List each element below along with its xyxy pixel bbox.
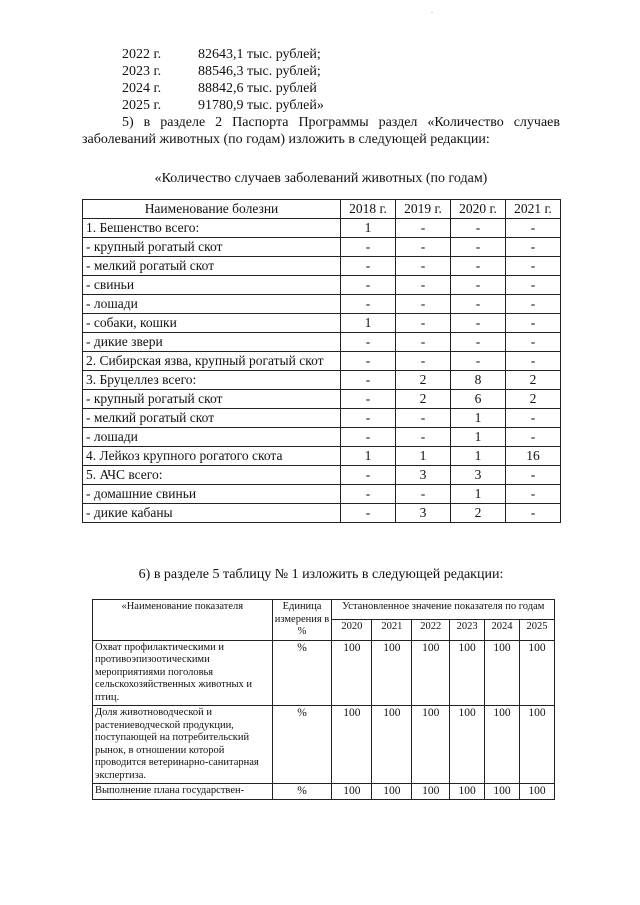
disease-name-cell: - мелкий рогатый скот xyxy=(83,409,341,428)
case-count-cell: - xyxy=(506,257,561,276)
header-disease-name: Наименование болезни xyxy=(83,200,341,219)
table-row xyxy=(93,706,555,784)
case-count-cell: - xyxy=(341,276,396,295)
financing-year: 2022 г. xyxy=(122,47,162,62)
case-count-cell: 16 xyxy=(506,447,561,466)
financing-row xyxy=(122,80,324,97)
case-count-cell: - xyxy=(341,333,396,352)
value-cell: 100 xyxy=(485,640,520,706)
case-count-cell: - xyxy=(341,504,396,523)
case-count-cell: 2 xyxy=(396,371,451,390)
value-cell: 100 xyxy=(412,640,450,706)
indicator-name-cell: Охват профилактическими и противоэпизоотическими мероприятиями поголовья сельскохозяйственных животных и птиц. xyxy=(93,640,273,706)
disease-name-cell: 2. Сибирская язва, крупный рогатый скот xyxy=(83,352,341,371)
case-count-cell: - xyxy=(341,390,396,409)
case-count-cell: - xyxy=(396,314,451,333)
header-year: 2022 xyxy=(412,620,450,640)
case-count-cell: 1 xyxy=(451,447,506,466)
header-values: Установленное значение показателя по годам xyxy=(332,600,555,620)
case-count-cell: - xyxy=(451,238,506,257)
table-row xyxy=(83,238,561,257)
case-count-cell: 1 xyxy=(396,447,451,466)
case-count-cell: - xyxy=(341,428,396,447)
disease-name-cell: 3. Бруцеллез всего: xyxy=(83,371,341,390)
case-count-cell: - xyxy=(396,485,451,504)
header-year: 2025 xyxy=(520,620,555,640)
case-count-cell: - xyxy=(506,333,561,352)
case-count-cell: - xyxy=(506,295,561,314)
financing-amount: 88842,6 тыс. рублей xyxy=(198,81,317,96)
table-row xyxy=(83,428,561,447)
case-count-cell: - xyxy=(396,257,451,276)
table-row xyxy=(83,466,561,485)
unit-cell: % xyxy=(272,640,332,706)
financing-row xyxy=(122,63,324,80)
case-count-cell: - xyxy=(341,257,396,276)
header-indicator-name: «Наименование показателя xyxy=(93,600,273,641)
disease-name-cell: - крупный рогатый скот xyxy=(83,390,341,409)
case-count-cell: 6 xyxy=(451,390,506,409)
table-row xyxy=(83,333,561,352)
value-cell: 100 xyxy=(412,706,450,784)
case-count-cell: - xyxy=(341,485,396,504)
header-year: 2019 г. xyxy=(396,200,451,219)
disease-name-cell: - свиньи xyxy=(83,276,341,295)
case-count-cell: - xyxy=(506,466,561,485)
financing-row xyxy=(122,97,324,114)
header-year: 2020 xyxy=(332,620,372,640)
value-cell: 100 xyxy=(485,706,520,784)
disease-name-cell: 4. Лейкоз крупного рогатого скота xyxy=(83,447,341,466)
financing-row xyxy=(122,46,324,63)
value-cell: 100 xyxy=(332,640,372,706)
case-count-cell: - xyxy=(451,314,506,333)
case-count-cell: - xyxy=(341,409,396,428)
case-count-cell: - xyxy=(396,295,451,314)
case-count-cell: - xyxy=(341,238,396,257)
case-count-cell: - xyxy=(396,352,451,371)
header-year: 2021 xyxy=(372,620,412,640)
case-count-cell: 2 xyxy=(451,504,506,523)
case-count-cell: - xyxy=(451,276,506,295)
paragraph-6: 6) в разделе 5 таблицу № 1 изложить в следующей редакции: xyxy=(138,567,504,582)
table-row xyxy=(83,314,561,333)
table-row xyxy=(83,295,561,314)
table-row xyxy=(83,409,561,428)
value-cell: 100 xyxy=(332,784,372,800)
header-unit: Единица измерения в % xyxy=(272,600,332,641)
header-year: 2018 г. xyxy=(341,200,396,219)
case-count-cell: - xyxy=(341,371,396,390)
financing-year: 2023 г. xyxy=(122,64,162,79)
financing-list xyxy=(122,46,324,114)
case-count-cell: - xyxy=(506,219,561,238)
case-count-cell: - xyxy=(506,409,561,428)
case-count-cell: - xyxy=(506,485,561,504)
case-count-cell: 2 xyxy=(506,371,561,390)
disease-name-cell: - дикие звери xyxy=(83,333,341,352)
case-count-cell: - xyxy=(506,238,561,257)
value-cell: 100 xyxy=(520,784,555,800)
case-count-cell: - xyxy=(341,466,396,485)
case-count-cell: - xyxy=(451,257,506,276)
indicators-table xyxy=(92,599,555,800)
value-cell: 100 xyxy=(372,784,412,800)
unit-cell: % xyxy=(272,706,332,784)
financing-amount: 91780,9 тыс. рублей» xyxy=(198,98,324,113)
value-cell: 100 xyxy=(450,784,485,800)
case-count-cell: - xyxy=(396,276,451,295)
case-count-cell: - xyxy=(506,352,561,371)
case-count-cell: - xyxy=(396,428,451,447)
case-count-cell: - xyxy=(341,352,396,371)
table1-title: «Количество случаев заболеваний животных (по годам) xyxy=(154,171,488,186)
disease-name-cell: - крупный рогатый скот xyxy=(83,238,341,257)
case-count-cell: 1 xyxy=(341,314,396,333)
table-row xyxy=(83,352,561,371)
case-count-cell: - xyxy=(396,238,451,257)
case-count-cell: - xyxy=(506,504,561,523)
table-row xyxy=(83,276,561,295)
case-count-cell: - xyxy=(396,333,451,352)
value-cell: 100 xyxy=(520,706,555,784)
header-year: 2024 xyxy=(485,620,520,640)
case-count-cell: 1 xyxy=(451,485,506,504)
case-count-cell: - xyxy=(341,295,396,314)
table-row xyxy=(93,640,555,706)
case-count-cell: 1 xyxy=(341,219,396,238)
unit-cell: % xyxy=(272,784,332,800)
value-cell: 100 xyxy=(412,784,450,800)
paragraph-5: 5) в разделе 2 Паспорта Программы раздел «Количество случаев заболеваний животных (по годам) изложить в следующей редакции: xyxy=(82,115,560,147)
case-count-cell: - xyxy=(451,219,506,238)
case-count-cell: 3 xyxy=(396,504,451,523)
disease-name-cell: - домашние свиньи xyxy=(83,485,341,504)
indicator-name-cell: Доля животноводческой и растениеводческой продукции, поступающей на потребительский рынок, в отношении которой проводится ветеринарно-санитарная экспертиза. xyxy=(93,706,273,784)
case-count-cell: - xyxy=(451,352,506,371)
header-year: 2020 г. xyxy=(451,200,506,219)
financing-amount: 88546,3 тыс. рублей; xyxy=(198,64,321,79)
disease-name-cell: 1. Бешенство всего: xyxy=(83,219,341,238)
table-row xyxy=(83,447,561,466)
case-count-cell: 3 xyxy=(451,466,506,485)
value-cell: 100 xyxy=(372,640,412,706)
disease-name-cell: - дикие кабаны xyxy=(83,504,341,523)
disease-name-cell: - лошади xyxy=(83,295,341,314)
value-cell: 100 xyxy=(485,784,520,800)
value-cell: 100 xyxy=(372,706,412,784)
indicator-name-cell: Выполнение плана государствен- xyxy=(93,784,273,800)
disease-name-cell: 5. АЧС всего: xyxy=(83,466,341,485)
table-row xyxy=(93,784,555,800)
case-count-cell: - xyxy=(396,409,451,428)
case-count-cell: 1 xyxy=(451,409,506,428)
table-row xyxy=(83,504,561,523)
value-cell: 100 xyxy=(450,706,485,784)
case-count-cell: 2 xyxy=(396,390,451,409)
table-row xyxy=(83,257,561,276)
case-count-cell: 1 xyxy=(341,447,396,466)
case-count-cell: - xyxy=(396,219,451,238)
table-row xyxy=(83,371,561,390)
table-row xyxy=(83,485,561,504)
case-count-cell: - xyxy=(506,428,561,447)
financing-amount: 82643,1 тыс. рублей; xyxy=(198,47,321,62)
case-count-cell: - xyxy=(506,276,561,295)
header-year: 2021 г. xyxy=(506,200,561,219)
case-count-cell: 1 xyxy=(451,428,506,447)
table-row xyxy=(83,390,561,409)
case-count-cell: 2 xyxy=(506,390,561,409)
disease-name-cell: - мелкий рогатый скот xyxy=(83,257,341,276)
disease-name-cell: - лошади xyxy=(83,428,341,447)
value-cell: 100 xyxy=(332,706,372,784)
table-row xyxy=(83,219,561,238)
financing-year: 2025 г. xyxy=(122,98,162,113)
case-count-cell: - xyxy=(506,314,561,333)
top-mark: . xyxy=(431,6,433,15)
value-cell: 100 xyxy=(450,640,485,706)
case-count-cell: 8 xyxy=(451,371,506,390)
disease-cases-table xyxy=(82,199,561,523)
case-count-cell: 3 xyxy=(396,466,451,485)
disease-name-cell: - собаки, кошки xyxy=(83,314,341,333)
financing-year: 2024 г. xyxy=(122,81,162,96)
case-count-cell: - xyxy=(451,295,506,314)
header-year: 2023 xyxy=(450,620,485,640)
case-count-cell: - xyxy=(451,333,506,352)
value-cell: 100 xyxy=(520,640,555,706)
